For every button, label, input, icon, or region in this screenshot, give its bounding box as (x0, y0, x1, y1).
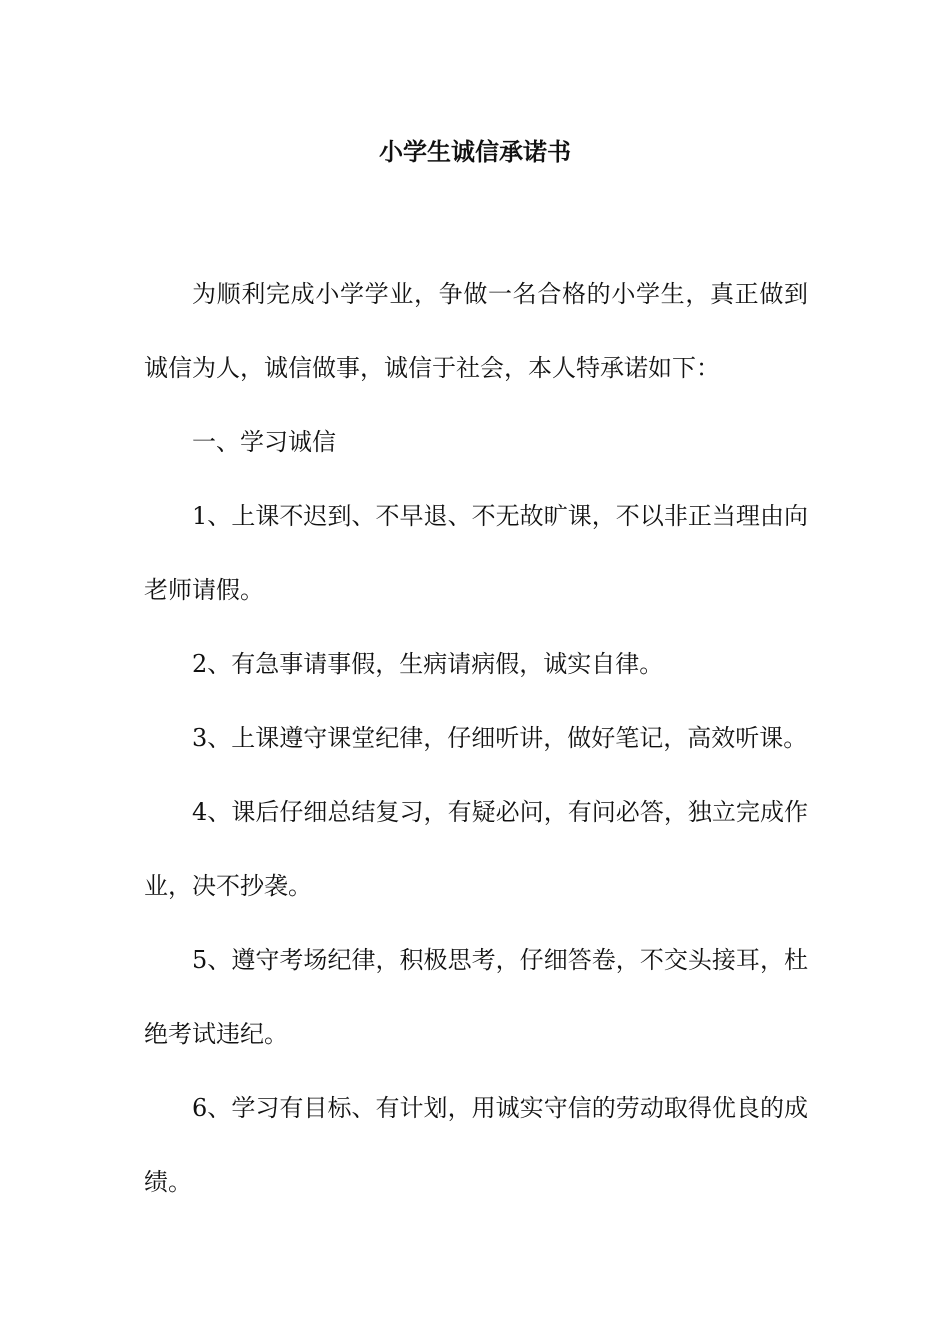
section-heading: 一、学习诚信 (192, 428, 336, 456)
document-title: 小学生诚信承诺书 (379, 137, 571, 166)
document-body (144, 257, 808, 1219)
pledge-item-6: 6、学习有目标、有计划，用诚实守信的劳动取得优良的成绩。 (144, 1094, 808, 1196)
intro-paragraph: 为顺利完成小学学业，争做一名合格的小学生，真正做到诚信为人，诚信做事，诚信于社会，本人特承诺如下： (144, 280, 808, 382)
pledge-item-5: 5、遵守考场纪律，积极思考，仔细答卷，不交头接耳，杜绝考试违纪。 (144, 946, 808, 1048)
pledge-item-1: 1、上课不迟到、不早退、不无故旷课，不以非正当理由向老师请假。 (144, 502, 808, 604)
pledge-item-2: 2、有急事请事假，生病请病假，诚实自律。 (192, 650, 664, 678)
pledge-item-3: 3、上课遵守课堂纪律，仔细听讲，做好笔记，高效听课。 (192, 724, 808, 752)
pledge-item-4: 4、课后仔细总结复习，有疑必问，有问必答，独立完成作业，决不抄袭。 (144, 798, 808, 900)
